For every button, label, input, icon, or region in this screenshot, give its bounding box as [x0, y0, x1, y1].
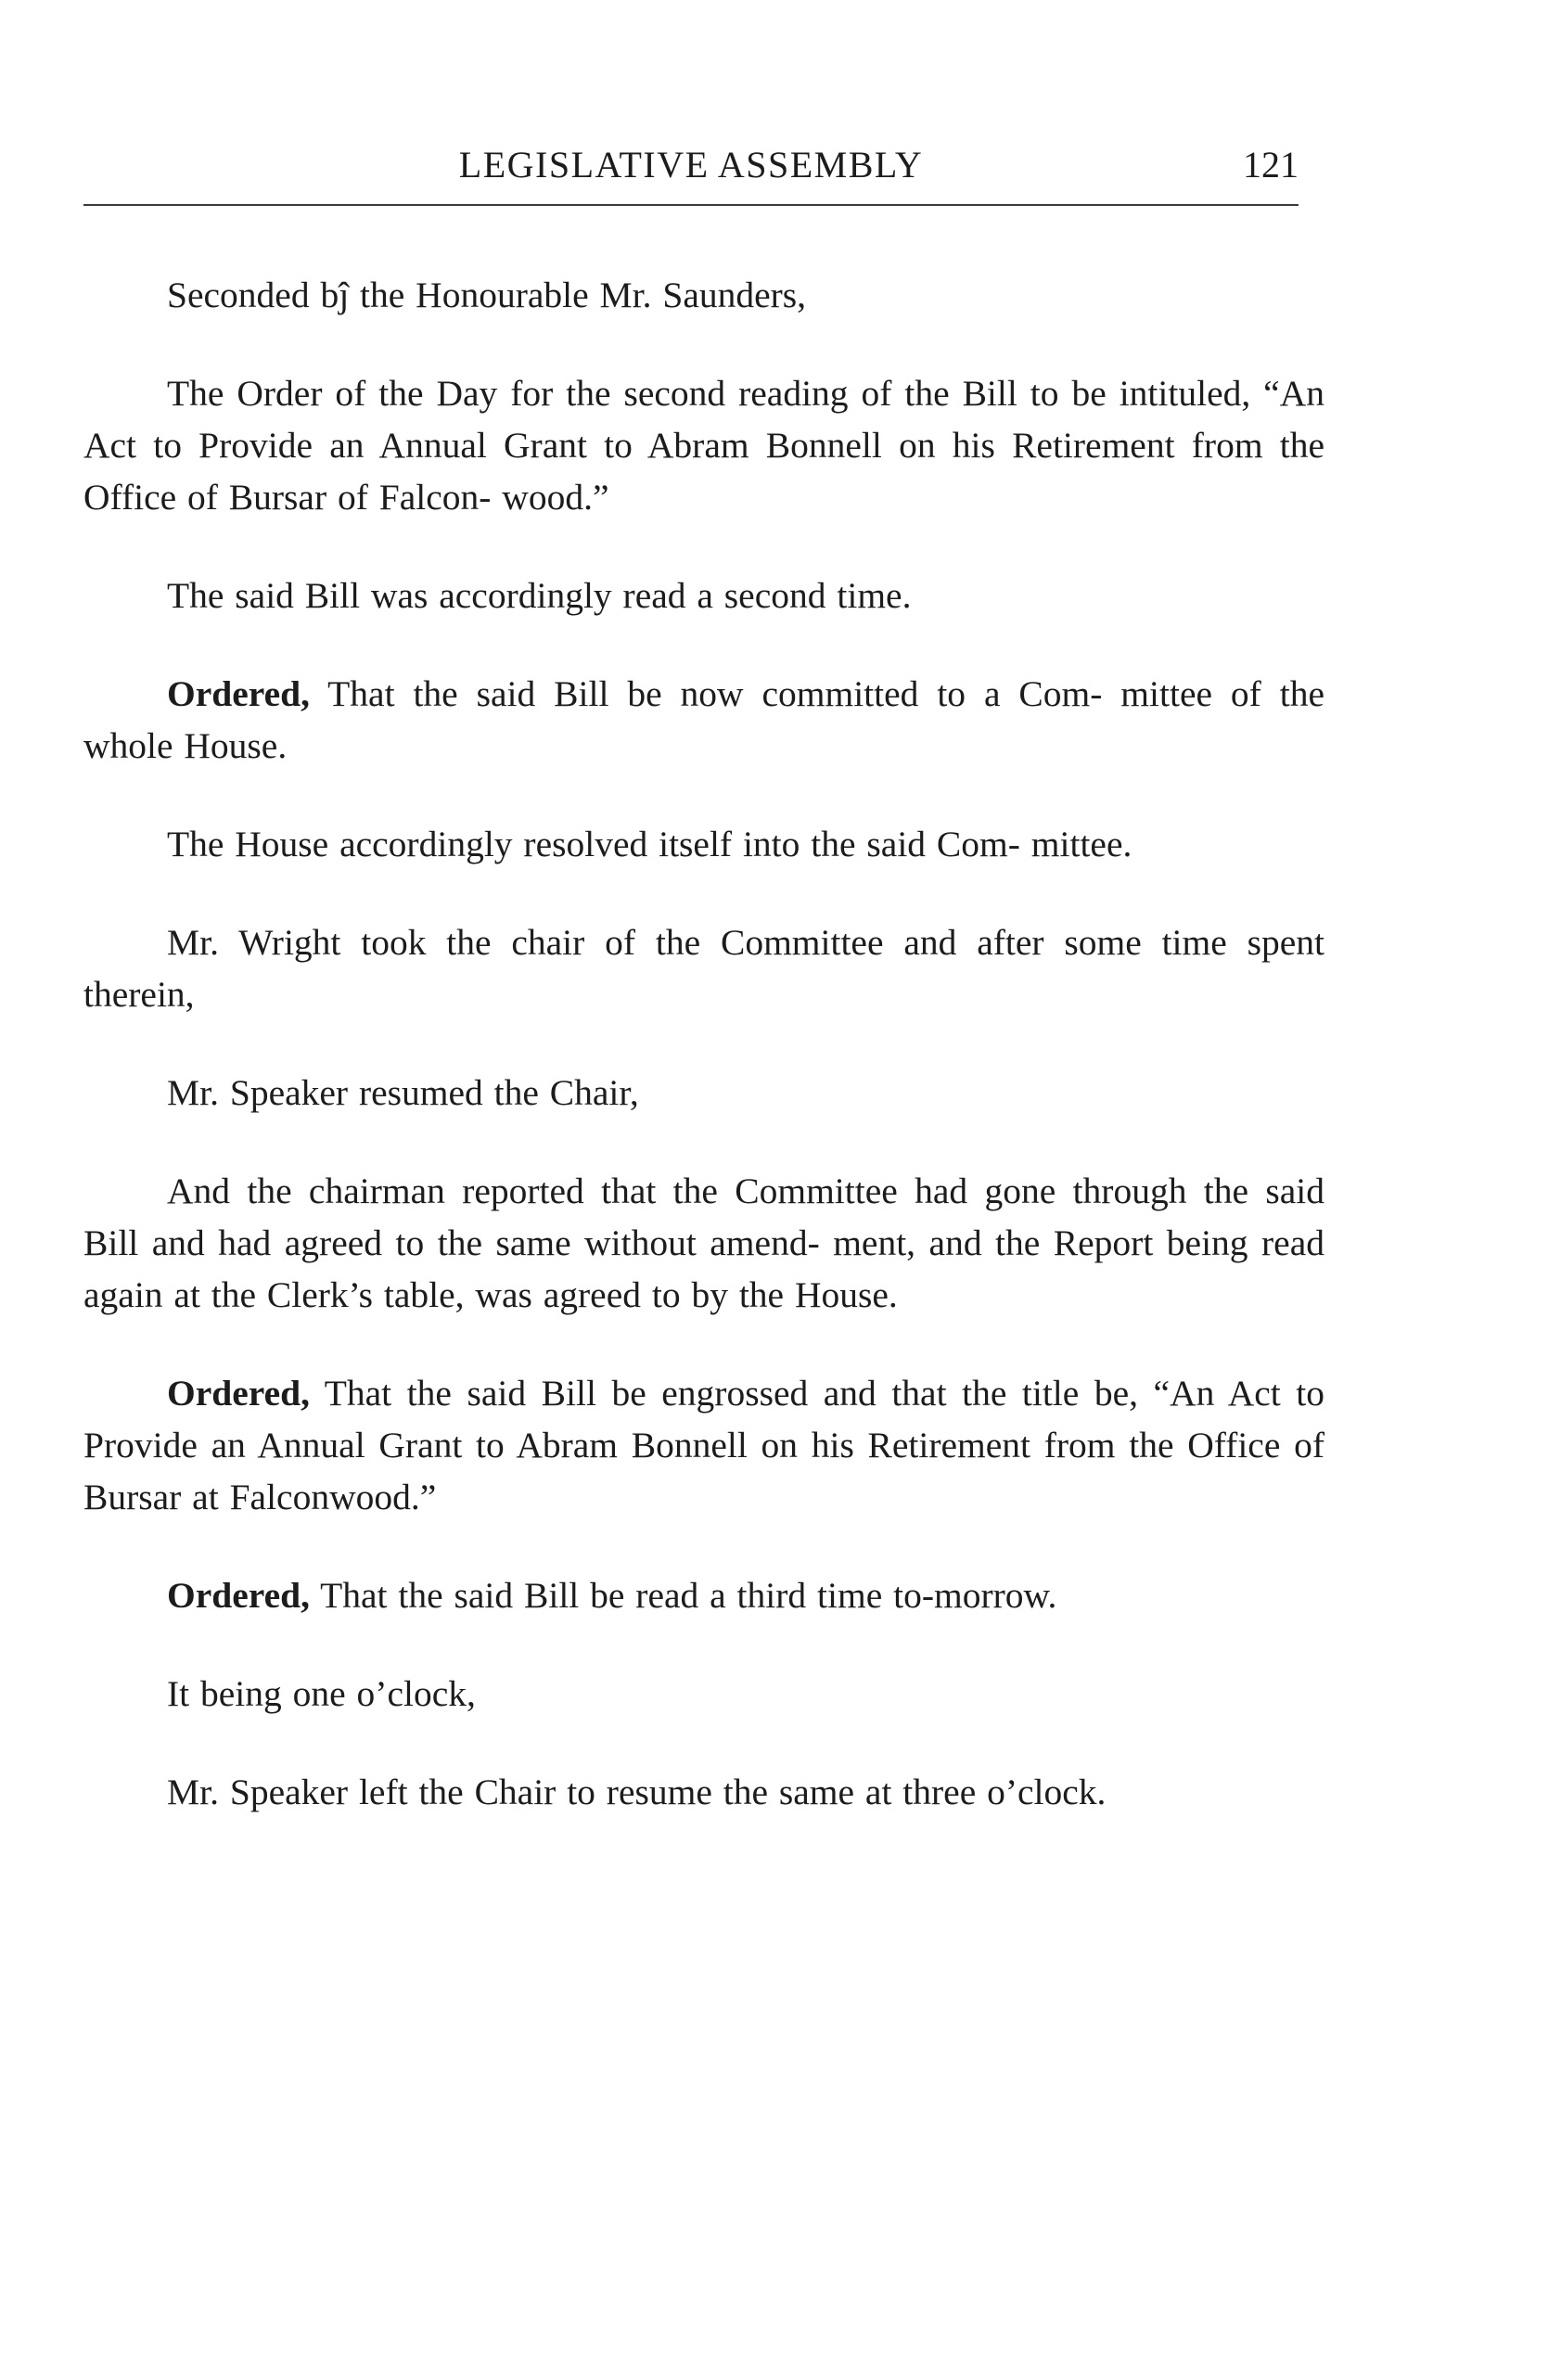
paragraph-ordered-committed — [83, 668, 1324, 772]
paragraph-house-resolved — [83, 818, 1324, 870]
paragraph-ordered-engrossed — [83, 1367, 1324, 1523]
paragraph-lead: Ordered, — [167, 1373, 310, 1414]
paragraph-second-reading — [83, 569, 1324, 621]
paragraph-lead: Ordered, — [167, 1575, 310, 1616]
running-header — [83, 137, 1299, 193]
paragraph-one-oclock — [83, 1668, 1324, 1720]
paragraph-ordered-third-reading — [83, 1569, 1324, 1621]
paragraph-text: The said Bill was accordingly read a second time. — [167, 575, 912, 616]
paragraph-wright-chair — [83, 916, 1324, 1020]
paragraph-text: Mr. Wright took the chair of the Committee and after some time spent therein, — [83, 922, 1324, 1015]
paragraph-text: Mr. Speaker resumed the Chair, — [167, 1072, 639, 1113]
paragraph-order-of-day — [83, 367, 1324, 523]
paragraph-text: The House accordingly resolved itself into the said Com- mittee. — [167, 824, 1132, 864]
paragraph-lead: Ordered, — [167, 673, 310, 714]
paragraph-chairman-reported — [83, 1165, 1324, 1321]
paragraph-text: That the said Bill be engrossed and that the title be, “An Act to Provide an Annual Grant to Abram Bonnell on his Retirement from the Office of Bursar at Falconwood.” — [83, 1373, 1324, 1517]
header-rule — [83, 204, 1299, 206]
paragraph-speaker-left — [83, 1766, 1324, 1818]
paragraph-text: It being one o’clock, — [167, 1673, 476, 1714]
paragraph-text: Mr. Speaker left the Chair to resume the same at three o’clock. — [167, 1772, 1107, 1812]
page-number: 121 — [1243, 144, 1299, 186]
paragraph-text: That the said Bill be read a third time to-morrow. — [309, 1575, 1057, 1616]
paragraph-text: The Order of the Day for the second reading of the Bill to be intituled, “An Act to Provide an Annual Grant to Abram Bonnell on his Retirement from the Office of Bursar of Falcon- wood.” — [83, 373, 1324, 518]
body-text — [83, 269, 1324, 1864]
paragraph-text: Seconded bĵ the Honourable Mr. Saunders, — [167, 275, 807, 315]
paragraph-seconded — [83, 269, 1324, 321]
paragraph-speaker-resumed — [83, 1067, 1324, 1119]
running-title: LEGISLATIVE ASSEMBLY — [458, 144, 924, 186]
paragraph-text: And the chairman reported that the Committee had gone through the said Bill and had agreed to the same without amend- ment, and the Report being read again at the Clerk’s table, was agreed to by the House. — [83, 1171, 1324, 1315]
paragraph-text: That the said Bill be now committed to a Com- mittee of the whole House. — [83, 673, 1324, 766]
